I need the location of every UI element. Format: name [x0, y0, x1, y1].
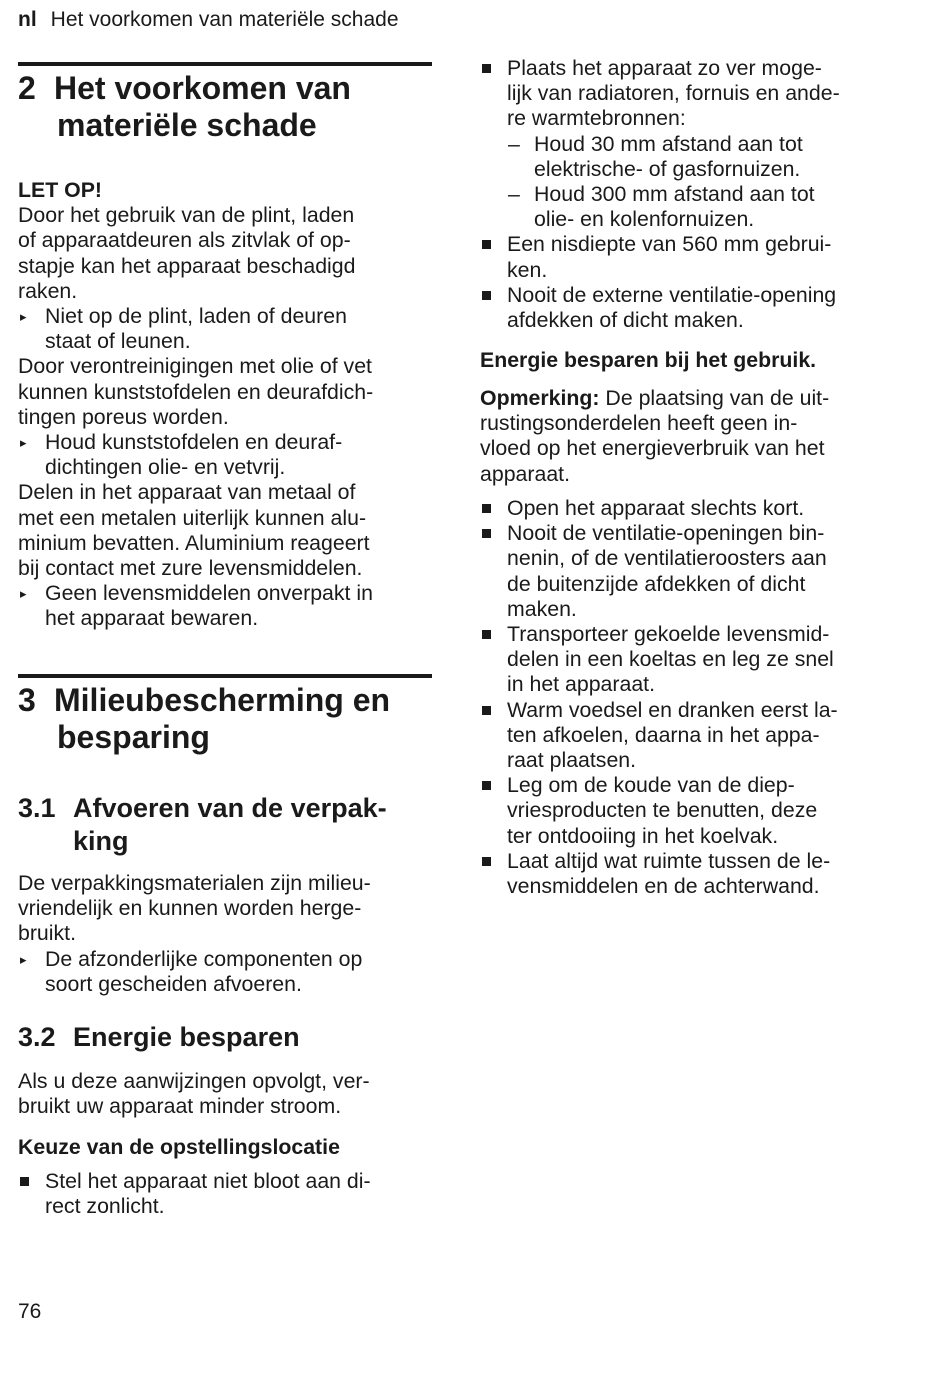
list-item: Transporteer gekoelde levensmid- delen in een koeltas en leg ze snel in het apparaat. [480, 622, 900, 698]
subheading: Keuze van de opstellingslocatie [18, 1135, 340, 1159]
list-item: Warm voedsel en dranken eerst la- ten afkoelen, daarna in het appa- raat plaatsen. [480, 698, 900, 774]
subsection-3-2-body [18, 1069, 438, 1119]
section-rule [18, 674, 432, 678]
note-label: Opmerking: [480, 386, 600, 410]
square-bullet-icon [482, 504, 491, 513]
section-rule [18, 62, 432, 66]
paragraph: Als u deze aanwijzingen opvolgt, ver- bruikt uw apparaat minder stroom. [18, 1069, 370, 1119]
section-2-heading: 2 Het voorkomen van materiële schade [18, 70, 351, 143]
running-header [18, 8, 399, 32]
note-block [480, 386, 900, 487]
square-bullet-icon [482, 706, 491, 715]
square-bullet-icon [482, 529, 491, 538]
square-bullet-icon [482, 240, 491, 249]
list-item: Laat altijd wat ruimte tussen de le- vensmiddelen en de achterwand. [480, 849, 900, 899]
list-item: Een nisdiepte van 560 mm gebrui- ken. [480, 232, 900, 282]
dash-item: – Houd 300 mm afstand aan tot olie- en kolenfornuizen. [508, 182, 815, 232]
instruction-item: ▸ Houd kunststofdelen en deuraf- dichtingen olie- en vetvrij. [20, 430, 343, 480]
instruction-item: ▸ Geen levensmiddelen onverpakt in het apparaat bewaren. [20, 581, 373, 631]
header-title: Het voorkomen van materiële schade [50, 8, 399, 31]
location-block [18, 1135, 438, 1160]
triangle-bullet-icon: ▸ [20, 586, 27, 602]
square-bullet-icon [482, 630, 491, 639]
section-2-body [18, 178, 438, 632]
list-item: Nooit de externe ventilatie-opening afdekken of dicht maken. [480, 283, 900, 333]
instruction-item: ▸ Niet op de plint, laden of deuren staat of leunen. [20, 304, 347, 354]
square-bullet-icon [482, 291, 491, 300]
square-bullet-icon [482, 781, 491, 790]
paragraph: Delen in het apparaat van metaal of met een metalen uiterlijk kunnen alu- minium bevatten. Aluminium reageert bij contact met zure levensmiddelen. [18, 480, 370, 581]
dash-marker: – [508, 182, 520, 207]
subheading: Energie besparen bij het gebruik. [480, 348, 817, 372]
subsection-3-1-body [18, 871, 438, 997]
dash-item: – Houd 30 mm afstand aan tot elektrische- of gasfornuizen. [508, 131, 803, 181]
instruction-item: ▸ De afzonderlijke componenten op soort gescheiden afvoeren. [20, 946, 363, 996]
triangle-bullet-icon: ▸ [20, 951, 27, 967]
dash-marker: – [508, 131, 520, 156]
triangle-bullet-icon: ▸ [20, 435, 27, 451]
list-item: Nooit de ventilatie-openingen bin- nenin, of de ventilatieroosters aan de buitenzijde afdekken of dicht maken. [480, 521, 900, 622]
page-number: 76 [18, 1300, 42, 1323]
square-bullet-icon [482, 64, 491, 73]
subsection-3-1-heading: 3.1 Afvoeren van de verpak- king [18, 793, 387, 856]
triangle-bullet-icon: ▸ [20, 309, 27, 325]
paragraph: De verpakkingsmaterialen zijn milieu- vriendelijk en kunnen worden herge- bruikt. [18, 871, 371, 946]
notice-label: LET OP! [18, 178, 103, 202]
note-paragraph: Opmerking: De plaatsing van de uit- rustingsonderdelen heeft geen in- vloed op het energieverbruik van het apparaat. [480, 386, 830, 486]
usage-block [480, 348, 900, 373]
subsection-3-2-heading: 3.2 Energie besparen [18, 1022, 300, 1052]
list-item: Leg om de koude van de diep- vriesproducten te benutten, deze ter ontdooiing in het koelvak. [480, 773, 900, 849]
paragraph: Door verontreinigingen met olie of vet kunnen kunststofdelen en deurafdich- tingen poreus worden. [18, 354, 374, 429]
section-3-heading: 3 Milieubescherming en besparing [18, 682, 391, 755]
location-list [18, 1169, 438, 1219]
location-list-continued [480, 56, 900, 333]
list-item: Open het apparaat slechts kort. [480, 496, 900, 521]
square-bullet-icon [482, 857, 491, 866]
paragraph: Door het gebruik van de plint, laden of apparaatdeuren als zitvlak of op- stapje kan het apparaat beschadigd raken. [18, 203, 356, 303]
language-code: nl [18, 8, 37, 31]
square-bullet-icon [20, 1177, 29, 1186]
usage-list [480, 496, 900, 899]
list-item: Stel het apparaat niet bloot aan di- rect zonlicht. [18, 1169, 438, 1219]
list-item: Plaats het apparaat zo ver moge- lijk van radiatoren, fornuis en ande- re warmtebronnen: [480, 56, 900, 132]
